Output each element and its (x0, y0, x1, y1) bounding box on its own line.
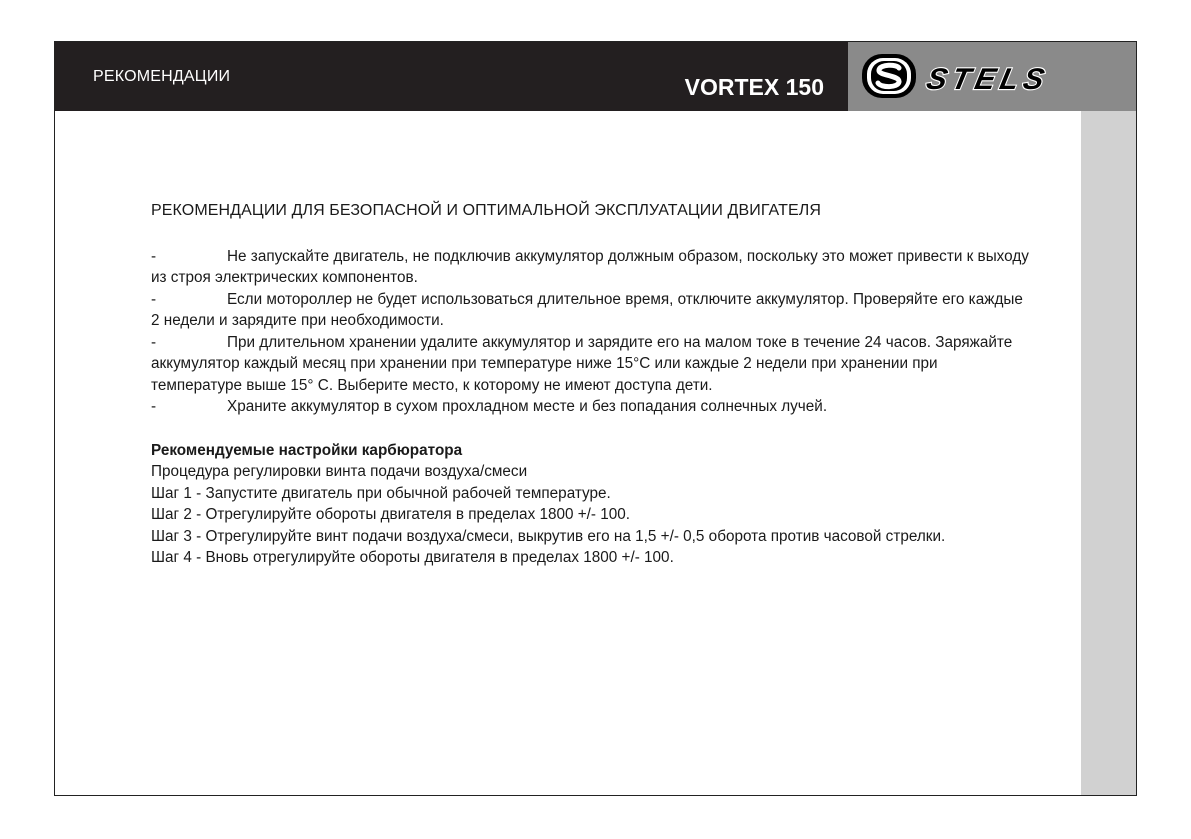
list-item-text: Если мотороллер не будет использоваться длительное время, отключите аккумулятор. Проверяйте его каждые 2 недели и зарядите при необходимости. (151, 290, 1023, 329)
list-item (151, 289, 1031, 332)
section-title: РЕКОМЕНДАЦИИ (93, 68, 231, 85)
step-1: Шаг 1 - Запустите двигатель при обычной рабочей температуре. (151, 484, 611, 502)
procedure-title: Процедура регулировки винта подачи воздуха/смеси (151, 463, 528, 480)
list-item-text: При длительном хранении удалите аккумулятор и зарядите его на малом токе в течение 24 часов. Заряжайте аккумулятор каждый месяц при хранении при температуре ниже 15°C или каждые 2 недели при хранении при температуре выше 15° С. Выберите место, к которому не имеют доступа дети. (151, 333, 1013, 394)
page-content (151, 200, 1031, 569)
list-dash: - (151, 333, 157, 351)
stels-s-logo-icon (848, 42, 1137, 111)
list-item (151, 246, 1031, 289)
step-2: Шаг 2 - Отрегулируйте обороты двигателя в пределах 1800 +/- 100. (151, 506, 631, 523)
section-heading: РЕКОМЕНДАЦИИ ДЛЯ БЕЗОПАСНОЙ И ОПТИМАЛЬНОЙ ЭКСПЛУАТАЦИИ ДВИГАТЕЛЯ (151, 202, 821, 219)
manual-page (54, 41, 1137, 796)
side-band (1081, 111, 1136, 795)
model-title: VORTEX 150 (684, 74, 824, 100)
list-dash: - (151, 290, 157, 308)
list-item (151, 396, 1031, 418)
list-item-text: Храните аккумулятор в сухом прохладном месте и без попадания солнечных лучей. (227, 398, 828, 415)
step-3: Шаг 3 - Отрегулируйте винт подачи воздуха/смеси, выкрутив его на 1,5 +/- 0,5 оборота против часовой стрелки. (151, 527, 946, 545)
list-item-text: Не запускайте двигатель, не подключив аккумулятор должным образом, поскольку это может привести к выходу из строя электрических компонентов. (151, 247, 1029, 286)
brand-logo (848, 42, 1136, 111)
list-dash: - (151, 247, 157, 265)
carburetor-heading: Рекомендуемые настройки карбюратора (151, 441, 463, 459)
step-4: Шаг 4 - Вновь отрегулируйте обороты двигателя в пределах 1800 +/- 100. (151, 549, 674, 566)
svg-text:STELS: STELS (923, 63, 1053, 96)
list-item (151, 332, 1031, 397)
page-header (55, 42, 848, 111)
list-dash: - (151, 398, 157, 415)
